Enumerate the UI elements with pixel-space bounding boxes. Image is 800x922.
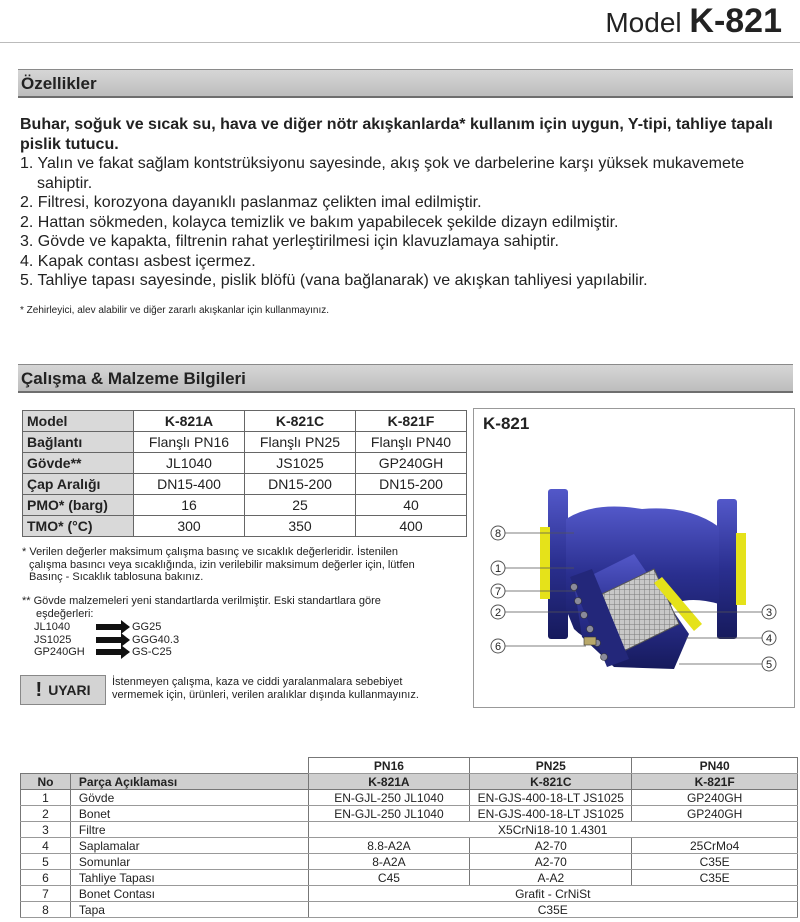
spec-cell: 40 — [356, 495, 467, 516]
spec-label: Bağlantı — [23, 432, 134, 453]
pn-header-row — [21, 758, 798, 774]
part-material: A-A2 — [470, 870, 632, 886]
equivalents-list — [34, 621, 234, 659]
new-standard: GP240GH — [34, 646, 85, 658]
spec-label: TMO* (°C) — [23, 516, 134, 537]
part-no: 6 — [21, 870, 71, 886]
bolt — [587, 626, 594, 633]
blank-cell — [21, 758, 71, 774]
part-desc: Tahliye Tapası — [70, 870, 308, 886]
part-desc: Somunlar — [70, 854, 308, 870]
callout-label: 5 — [765, 659, 773, 671]
spec-cell: 300 — [134, 516, 245, 537]
part-no: 2 — [21, 806, 71, 822]
part-material: C45 — [308, 870, 470, 886]
bolt — [575, 598, 582, 605]
y-strainer-illustration — [474, 409, 794, 707]
part-material: A2-70 — [470, 854, 632, 870]
callout-label: 8 — [494, 528, 502, 540]
new-standard: JS1025 — [34, 633, 72, 646]
part-material: EN-GJS-400-18-LT JS1025 — [470, 790, 632, 806]
spec-row — [23, 474, 467, 495]
spec-header-cell: Model — [23, 411, 134, 432]
callout-label: 4 — [765, 633, 773, 645]
spec-header-cell: K-821F — [356, 411, 467, 432]
table-row — [21, 902, 798, 918]
note-line: çalışma basıncı veya sıcaklığında, izin verilebilir maksimum değerler için, lütfen — [29, 558, 415, 571]
pn-cell: PN40 — [632, 758, 798, 774]
model-prefix: Model — [605, 7, 682, 38]
table-row — [21, 854, 798, 870]
product-image-title: K-821 — [483, 414, 530, 433]
table-row — [21, 838, 798, 854]
spec-cell: Flanşlı PN25 — [245, 432, 356, 453]
parts-header-cell: K-821F — [632, 774, 798, 790]
table-row — [21, 806, 798, 822]
spec-cell: 16 — [134, 495, 245, 516]
parts-header-cell: Parça Açıklaması — [70, 774, 308, 790]
feature-item: 3. Gövde ve kapakta, filtrenin rahat yerleştirilmesi için klavuzlamaya sahiptir. — [20, 233, 559, 250]
header-divider — [0, 42, 800, 43]
spec-cell: DN15-200 — [356, 474, 467, 495]
spec-cell: JL1040 — [134, 453, 245, 474]
part-material: 8-A2A — [308, 854, 470, 870]
blank-cell — [70, 758, 308, 774]
features-footnote: * Zehirleyici, alev alabilir ve diğer zararlı akışkanlar için kullanmayınız. — [20, 305, 330, 316]
features-section-bar — [18, 69, 793, 98]
part-no: 7 — [21, 886, 71, 902]
callout — [491, 639, 586, 653]
table-row — [21, 870, 798, 886]
warning-label: UYARI — [48, 682, 91, 698]
part-material: 8.8-A2A — [308, 838, 470, 854]
spec-cell: DN15-400 — [134, 474, 245, 495]
features-list — [20, 115, 790, 291]
part-material: 25CrMo4 — [632, 838, 798, 854]
spec-row — [23, 516, 467, 537]
part-material: A2-70 — [470, 838, 632, 854]
table-row — [21, 822, 798, 838]
product-image-box — [473, 408, 795, 708]
equivalent-row — [34, 634, 234, 647]
part-no: 1 — [21, 790, 71, 806]
note-line: * Verilen değerler maksimum çalışma basınç ve sıcaklık değerleridir. İstenilen — [22, 546, 398, 558]
spec-label: Çap Aralığı — [23, 474, 134, 495]
pn-cell: PN25 — [470, 758, 632, 774]
exclamation-icon: ! — [35, 678, 43, 701]
warning-text: İstenmeyen çalışma, kaza ve ciddi yaralanmalara sebebiyet vermemek için, ürünleri, verilen aralıklar dışında kullanmayınız. — [112, 676, 419, 701]
feature-item: 2. Hattan sökmeden, kolayca temizlik ve bakım yapabilecek şekilde dizayn edilmiştir. — [20, 213, 619, 231]
spec-label: Gövde** — [23, 453, 134, 474]
working-section-title: Çalışma & Malzeme Bilgileri — [21, 369, 246, 388]
feature-item: 5. Tahliye tapası sayesinde, pislik blöfü (vana bağlanarak) ve akışkan tahliyesi yapılabilir. — [20, 272, 648, 289]
part-desc: Filtre — [70, 822, 308, 838]
spec-cell: Flanşlı PN40 — [356, 432, 467, 453]
part-no: 5 — [21, 854, 71, 870]
part-material: EN-GJL-250 JL1040 — [308, 806, 470, 822]
pressure-note — [22, 546, 415, 584]
part-desc: Tapa — [70, 902, 308, 918]
equivalent-row — [34, 621, 234, 634]
feature-item: 1. Yalın ve fakat sağlam kontstrüksiyonu sayesinde, akış şok ve darbelerine karşı yüksek mukavemete sahiptir. — [20, 155, 745, 192]
part-material: GP240GH — [632, 806, 798, 822]
pn-cell: PN16 — [308, 758, 470, 774]
callout-label: 6 — [494, 641, 502, 653]
right-flange-face — [736, 533, 746, 605]
parts-header-cell: K-821C — [470, 774, 632, 790]
spec-row — [23, 495, 467, 516]
drain-plug — [584, 637, 596, 645]
features-lead: Buhar, soğuk ve sıcak su, hava ve diğer nötr akışkanlarda* kullanım için uygun, Y-tipi, tahliye tapalı pislik tutucu. — [20, 116, 773, 153]
part-no: 4 — [21, 838, 71, 854]
spec-cell: Flanşlı PN16 — [134, 432, 245, 453]
table-row — [21, 790, 798, 806]
part-material: GP240GH — [632, 790, 798, 806]
new-standard: JL1040 — [34, 621, 71, 633]
callout-label: 7 — [494, 586, 502, 598]
old-standard: GGG40.3 — [132, 633, 180, 646]
bolt — [571, 584, 578, 591]
part-no: 3 — [21, 822, 71, 838]
callout-label: 1 — [494, 563, 502, 575]
callout-label: 2 — [494, 607, 502, 619]
arrow-right-icon — [96, 624, 122, 630]
warning-badge — [20, 675, 106, 705]
part-material: EN-GJL-250 JL1040 — [308, 790, 470, 806]
arrow-right-icon — [96, 637, 122, 643]
note-line: eşdeğerleri: — [36, 607, 94, 620]
part-material: C35E — [308, 902, 798, 918]
part-desc: Bonet Contası — [70, 886, 308, 902]
part-material: X5CrNi18-10 1.4301 — [308, 822, 798, 838]
note-line: Basınç - Sıcaklık tablosuna bakınız. — [29, 571, 204, 583]
spec-header-cell: K-821A — [134, 411, 245, 432]
callout-label: 3 — [765, 607, 773, 619]
old-standard: GG25 — [132, 621, 162, 633]
spec-header-row — [23, 411, 467, 432]
left-flange — [548, 489, 568, 639]
spec-label: PMO* (barg) — [23, 495, 134, 516]
material-note — [22, 595, 381, 620]
arrow-right-icon — [96, 649, 122, 655]
spec-header-cell: K-821C — [245, 411, 356, 432]
parts-header-cell: No — [21, 774, 71, 790]
part-desc: Bonet — [70, 806, 308, 822]
part-material: C35E — [632, 854, 798, 870]
spec-table — [22, 410, 467, 537]
equivalent-row — [34, 646, 234, 659]
model-title — [605, 2, 782, 41]
spec-cell: 350 — [245, 516, 356, 537]
feature-item: 2. Filtresi, korozyona dayanıklı paslanmaz çelikten imal edilmiştir. — [20, 194, 482, 211]
part-desc: Saplamalar — [70, 838, 308, 854]
part-material: EN-GJS-400-18-LT JS1025 — [470, 806, 632, 822]
features-section-title: Özellikler — [21, 74, 97, 93]
spec-cell: 25 — [245, 495, 356, 516]
spec-cell: DN15-200 — [245, 474, 356, 495]
right-flange — [717, 499, 737, 639]
note-line: ** Gövde malzemeleri yeni standartlarda verilmiştir. Eski standartlara göre — [22, 595, 381, 607]
parts-header-cell: K-821A — [308, 774, 470, 790]
spec-cell: JS1025 — [245, 453, 356, 474]
part-material: Grafit - CrNiSt — [308, 886, 798, 902]
bolt — [581, 612, 588, 619]
callout — [679, 657, 776, 671]
spec-row — [23, 453, 467, 474]
parts-table — [20, 757, 798, 918]
table-row — [21, 886, 798, 902]
parts-header-row — [21, 774, 798, 790]
spec-cell: 400 — [356, 516, 467, 537]
spec-row — [23, 432, 467, 453]
part-no: 8 — [21, 902, 71, 918]
part-desc: Gövde — [70, 790, 308, 806]
spec-cell: GP240GH — [356, 453, 467, 474]
model-code: K-821 — [689, 2, 782, 40]
left-flange-face — [540, 527, 550, 599]
feature-item: 4. Kapak contası asbest içermez. — [20, 252, 256, 270]
bolt — [601, 654, 608, 661]
old-standard: GS-C25 — [132, 646, 172, 658]
working-section-bar — [18, 364, 793, 393]
part-material: C35E — [632, 870, 798, 886]
